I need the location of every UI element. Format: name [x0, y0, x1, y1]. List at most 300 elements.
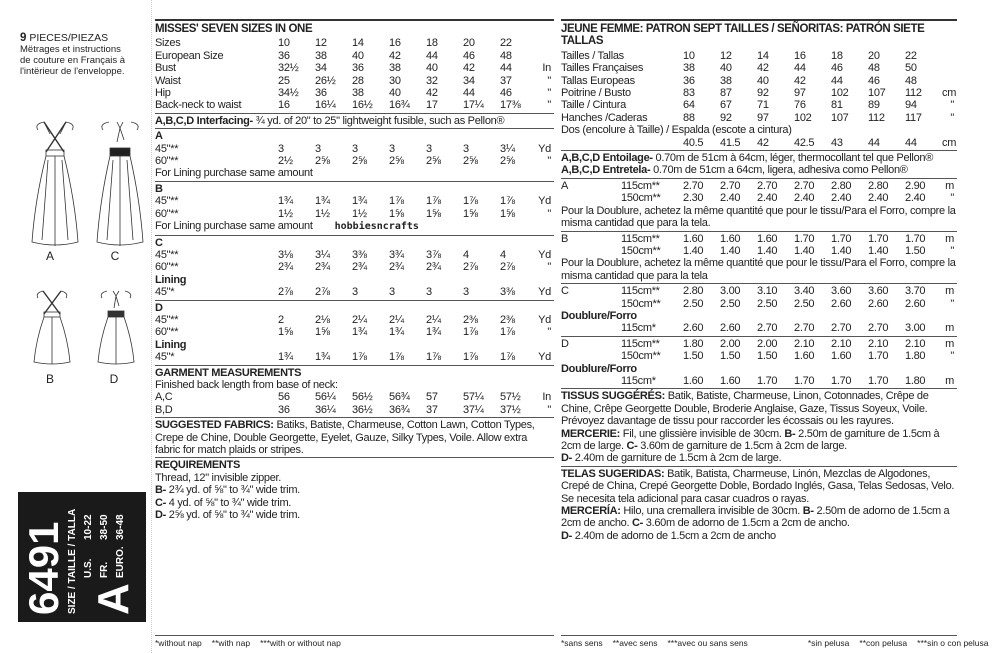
size-value: 3 — [463, 286, 469, 299]
size-value: 71 — [757, 99, 769, 112]
paragraph-text: 3.60m de adorno de 1.5cm a 2cm de ancho. — [645, 517, 850, 530]
size-value: 56¾ — [389, 391, 410, 404]
size-value: 3¼ — [500, 142, 515, 155]
paragraph — [155, 419, 554, 456]
size-value: 2⅞ — [278, 286, 293, 299]
size-value: 1⅞ — [463, 195, 478, 208]
size-value: 3 — [463, 142, 469, 155]
size-value: 32 — [426, 74, 438, 87]
row-label — [561, 192, 621, 204]
unit: cm — [942, 136, 957, 149]
section-block — [561, 233, 957, 285]
row-label: 45"** — [155, 313, 179, 326]
table-row — [561, 137, 957, 149]
size-label: SIZE / TAILLE / TALLA — [67, 508, 78, 614]
size-value: 2.10 — [794, 337, 815, 350]
bold-label: SUGGESTED FABRICS: — [155, 419, 277, 432]
size-value: 2⅝ — [426, 155, 441, 168]
size-value: 1.80 — [683, 337, 704, 350]
size-value: 1⅞ — [500, 351, 515, 364]
size-value: 12 — [315, 37, 327, 50]
size-value: 2⅝ — [500, 155, 515, 168]
row-label — [561, 375, 621, 387]
fabric-width: 115cm* — [621, 374, 656, 387]
paragraph-text: 2⅝ yd. of ⅝" to ¾" wide trim. — [168, 509, 300, 522]
unit: Yd — [538, 286, 551, 299]
size-value: 1⅞ — [389, 351, 404, 364]
section-block — [561, 152, 957, 179]
row-label: Taille / Cintura — [561, 99, 626, 112]
size-value: 38 — [683, 62, 695, 75]
unit: Yd — [538, 351, 551, 364]
size-value: 102 — [794, 111, 812, 124]
note-line — [155, 167, 554, 179]
section-block — [561, 180, 957, 232]
size-value: 1¾ — [278, 351, 293, 364]
row-label: C — [561, 285, 569, 298]
size-value: 1¾ — [352, 326, 367, 339]
unit: m — [945, 232, 954, 245]
size-value: 2.70 — [720, 179, 741, 192]
size-value: 38 — [352, 87, 364, 100]
size-value: 40 — [720, 62, 732, 75]
size-value: 50 — [905, 62, 917, 75]
size-value: 87 — [720, 87, 732, 100]
table-row — [561, 62, 957, 74]
table-row — [561, 350, 957, 362]
french-note-line: de couture en Français à — [20, 55, 126, 66]
bold-label: TISSUS SUGGÉRÉS: — [561, 390, 668, 403]
size-value: 3 — [315, 142, 321, 155]
size-value: 1⅞ — [463, 351, 478, 364]
size-value: 107 — [868, 87, 886, 100]
size-value: 2⅝ — [315, 155, 330, 168]
size-value: 16 — [794, 49, 806, 62]
size-value: 112 — [868, 111, 885, 124]
size-value: 1¾ — [278, 195, 293, 208]
size-value: 3.00 — [905, 322, 926, 335]
dress-view-d-illustration — [96, 290, 136, 365]
size-value: 89 — [868, 99, 880, 112]
row-label: Tallas Europeas — [561, 74, 635, 87]
row-label: Back-neck to waist — [155, 99, 242, 112]
size-value: 2.70 — [794, 322, 815, 335]
size-value: 1.60 — [720, 232, 741, 245]
table-row — [155, 391, 554, 403]
view-label-c: C — [110, 249, 120, 263]
unit: Yd — [538, 142, 551, 155]
section-block — [155, 419, 554, 458]
row-label: 60"** — [155, 155, 179, 168]
paragraph — [155, 484, 554, 496]
unit: " — [547, 99, 551, 112]
size-value: 1.50 — [720, 350, 741, 363]
size-value: 42 — [463, 62, 475, 75]
size-value: 2.40 — [757, 192, 778, 205]
size-value: 1⅞ — [463, 326, 478, 339]
table-row — [561, 99, 957, 111]
size-value: 107 — [831, 111, 849, 124]
size-value: 1½ — [352, 207, 367, 220]
note-text: Dos (encolure à Taille) / Espalda (escote a cintura) — [561, 124, 792, 137]
footnote: *sin pelusa — [807, 638, 850, 648]
paragraph-text: 2.50m de adorno de 1.5cm a 2cm de ancho. — [561, 505, 950, 530]
size-value: 37 — [500, 74, 512, 87]
size-value: 2⅝ — [463, 155, 478, 168]
size-value: 1.40 — [831, 244, 852, 257]
size-value: 2.70 — [868, 322, 889, 335]
bold-label: D- — [561, 529, 575, 542]
size-value: 1.40 — [720, 244, 741, 257]
size-value: 1.60 — [794, 350, 815, 363]
size-value: 3⅛ — [278, 248, 293, 261]
unit: " — [950, 99, 954, 112]
chart-title: MISSES' SEVEN SIZES IN ONE — [155, 19, 554, 35]
size-value: 2.40 — [831, 192, 852, 205]
unit: m — [945, 179, 954, 192]
size-value: 3.40 — [794, 285, 815, 298]
unit — [942, 50, 954, 62]
pattern-number: 6491 — [20, 521, 67, 615]
size-value: 81 — [831, 99, 843, 112]
size-value: 1½ — [315, 207, 330, 220]
size-value: 14 — [757, 49, 769, 62]
size-value: 1.40 — [868, 244, 889, 257]
size-value: 1⅞ — [352, 351, 367, 364]
size-range-us: 10-22 — [83, 514, 94, 540]
size-value: 2.10 — [868, 337, 889, 350]
watermark: hobbiesncrafts — [334, 221, 419, 233]
size-value: 42 — [389, 49, 401, 62]
row-label: Hanches /Caderas — [561, 111, 648, 124]
size-value: 44 — [500, 62, 512, 75]
size-value: 1.50 — [683, 350, 704, 363]
size-value: 36¾ — [389, 403, 410, 416]
unit: In — [542, 62, 551, 75]
size-value: 1.50 — [905, 244, 926, 257]
english-yardage-chart — [155, 19, 554, 649]
size-value: 3 — [389, 142, 395, 155]
size-value: 34 — [463, 74, 475, 87]
size-value: 32½ — [278, 62, 299, 75]
size-system-fr: FR. — [99, 561, 110, 578]
paragraph — [561, 468, 957, 505]
unit — [942, 62, 954, 74]
size-value: 1¾ — [315, 351, 330, 364]
size-value: 40.5 — [683, 136, 704, 149]
note-text: Thread, 12" invisible zipper. — [155, 471, 282, 484]
size-value: 3 — [389, 286, 395, 299]
row-label: Tailles / Tallas — [561, 49, 624, 62]
paragraph — [561, 452, 957, 464]
unit: m — [945, 322, 954, 335]
size-value: 1.70 — [794, 374, 815, 387]
fabric-width: 150cm** — [621, 192, 661, 205]
size-value: 2½ — [278, 155, 293, 168]
size-system-euro: EURO. — [115, 546, 126, 578]
table-row — [155, 87, 554, 99]
unit — [942, 75, 954, 87]
section-header: A — [155, 130, 163, 143]
size-value: 40 — [426, 62, 438, 75]
size-value: 2.50 — [757, 297, 778, 310]
size-value: 2.10 — [831, 337, 852, 350]
row-label: 60"** — [155, 207, 179, 220]
chart-title: JEUNE FEMME: PATRON SEPT TAILLES / SEÑORITAS: PATRÓN SIETE TALLAS — [561, 19, 957, 48]
unit: " — [547, 87, 551, 100]
row-label — [561, 245, 621, 257]
paragraph-text: ¾ yd. of 20" to 25" lightweight fusible, such as Pellon® — [255, 114, 505, 127]
row-label: Tailles Françaises — [561, 62, 644, 75]
size-value: 1.70 — [868, 232, 889, 245]
footnote: ***with or without nap — [260, 638, 341, 648]
row-label: D — [561, 337, 569, 350]
size-value: 2⅝ — [352, 155, 367, 168]
size-value: 1.60 — [683, 232, 704, 245]
size-value: 2⅞ — [315, 286, 330, 299]
size-value: 16¾ — [389, 99, 410, 112]
size-value: 40 — [757, 74, 769, 87]
size-value: 83 — [683, 87, 695, 100]
unit: In — [542, 391, 551, 404]
size-value: 94 — [905, 99, 917, 112]
bold-label: D- — [561, 452, 575, 465]
size-value: 2¼ — [389, 313, 404, 326]
size-value: 3¼ — [315, 248, 330, 261]
size-value: 18 — [831, 49, 843, 62]
unit: " — [547, 207, 551, 220]
unit: " — [547, 261, 551, 274]
envelope-left-panel — [0, 0, 152, 653]
bold-label: B- — [802, 505, 817, 518]
size-value: 2¼ — [426, 313, 441, 326]
row-label: B — [561, 232, 569, 245]
paragraph — [155, 115, 554, 127]
size-value: 37½ — [500, 403, 521, 416]
size-value: 36 — [352, 62, 364, 75]
size-value: 3.60 — [831, 285, 852, 298]
dress-view-b-illustration — [32, 290, 72, 365]
paragraph-text: Hilo, una cremallera invisible de 30cm. — [623, 505, 803, 518]
size-value: 2⅞ — [463, 261, 478, 274]
paragraph — [561, 390, 957, 427]
size-value: 48 — [500, 49, 512, 62]
size-value: 2⅞ — [500, 261, 515, 274]
bold-label: A,B,C,D Interfacing- — [155, 114, 256, 127]
size-value: 56¼ — [315, 391, 336, 404]
fabric-width: 115cm** — [621, 179, 660, 192]
paragraph-text: 0.70m de 51cm a 64cm, ligera, adhesiva como Pellon® — [653, 164, 908, 177]
paragraph — [155, 509, 554, 521]
size-value: 26½ — [315, 74, 336, 87]
table-row — [155, 404, 554, 416]
size-value: 57¼ — [463, 391, 484, 404]
size-value: 1.70 — [868, 350, 889, 363]
fabric-width: 150cm** — [621, 297, 661, 310]
size-value: 2.00 — [757, 337, 778, 350]
unit: m — [945, 285, 954, 298]
section-header: Lining — [155, 273, 187, 286]
footnotes-english — [155, 635, 554, 649]
table-row — [155, 99, 554, 111]
size-range-fr: 38-50 — [99, 514, 110, 540]
size-value: 2.80 — [683, 285, 704, 298]
size-range-letter: A — [89, 583, 138, 615]
pattern-number-size-box — [18, 492, 146, 622]
row-label: 45"* — [155, 351, 175, 364]
table-row — [155, 314, 554, 326]
unit: cm — [942, 87, 957, 100]
section-header: D — [155, 301, 163, 314]
size-value: 2.70 — [757, 179, 778, 192]
bold-label: MERCERÍA: — [561, 505, 624, 518]
size-value: 1⅝ — [315, 326, 330, 339]
size-value: 1.70 — [757, 374, 778, 387]
unit: " — [950, 350, 954, 363]
size-value: 2.30 — [683, 192, 704, 205]
size-value: 3⅜ — [352, 248, 367, 261]
french-note-line: Mëtrages et instructions — [20, 44, 121, 55]
section-block — [155, 130, 554, 182]
size-value: 2.50 — [720, 297, 741, 310]
size-value: 43 — [831, 136, 843, 149]
paragraph-text: Batik, Batiste, Charmeuse, Linon, Cotonnades, Crêpe de Chine, Crêpe Georgette Double, Broderie Anglaise, Gaze, Tissus Soyeux, Voile. Prévoyez davantage de tissu pour raccorder les écossais ou les rayures. — [561, 390, 929, 428]
section-block — [155, 367, 554, 419]
size-value: 1¾ — [389, 326, 404, 339]
note-text: For Lining purchase same amount — [155, 220, 313, 233]
size-value: 102 — [831, 87, 849, 100]
size-value: 2.40 — [868, 192, 889, 205]
unit: " — [950, 244, 954, 257]
bold-label: MERCERIE: — [561, 427, 623, 440]
unit: " — [950, 192, 954, 205]
size-value: 1⅝ — [278, 326, 293, 339]
note-line — [155, 472, 554, 484]
footnote: ***sin o con pelusa — [917, 638, 989, 648]
size-value: 36 — [315, 87, 327, 100]
paragraph-text: 2.40m de garniture de 1.5cm à 2cm de large. — [574, 452, 782, 465]
row-label: B,D — [155, 403, 173, 416]
french-note-line: l'intërieur de l'enveloppe. — [20, 66, 125, 77]
row-label — [561, 322, 621, 334]
footnote: **con pelusa — [859, 638, 908, 648]
size-value: 2.80 — [868, 179, 889, 192]
size-value: 42 — [426, 87, 438, 100]
paragraph-text: Batiks, Batiste, Charmeuse, Cotton Lawn, Cotton Types, Crepe de Chine, Double Georgette, Eyelet, Gauze, Silky Types, Voile. Allow extra fabric for match plaids or stripes. — [155, 419, 535, 456]
size-value: 1¾ — [352, 195, 367, 208]
table-row — [561, 75, 957, 87]
size-value: 2.40 — [905, 192, 926, 205]
french-spanish-yardage-chart — [561, 19, 989, 649]
paragraph-text: 2.40m de adorno de 1.5cm a 2cm de ancho — [574, 529, 776, 542]
size-value: 4 — [500, 248, 506, 261]
size-value: 20 — [868, 49, 880, 62]
table-row — [561, 112, 957, 124]
size-value: 64 — [683, 99, 695, 112]
paragraph-text: Batik, Batista, Charmeuse, Linón, Mezclas de Algodones, Crepé de China, Crepé Georgette Doble, Bordado Inglés, Gasa, Telas Sedosas, Velo. Se necesita tela adicional para casar cuadros o rayas. — [561, 467, 955, 505]
size-value: 1⅞ — [500, 195, 515, 208]
note-text: Finished back length from base of neck: — [155, 378, 338, 391]
size-value: 14 — [352, 37, 364, 50]
view-label-d: D — [109, 372, 119, 386]
section-block — [155, 183, 554, 236]
bold-label: C- — [155, 496, 169, 509]
size-value: 37 — [426, 403, 438, 416]
row-label: Poitrine / Busto — [561, 87, 631, 100]
size-value: 36 — [278, 49, 290, 62]
size-value: 22 — [905, 49, 917, 62]
size-value: 16 — [278, 99, 290, 112]
size-value: 10 — [278, 37, 290, 50]
section-block — [155, 459, 554, 521]
size-value: 1⅞ — [500, 326, 515, 339]
unit: " — [950, 297, 954, 310]
size-value: 2.70 — [683, 179, 704, 192]
size-value: 2 — [278, 313, 284, 326]
unit: Yd — [538, 313, 551, 326]
size-value: 3 — [278, 142, 284, 155]
note-line — [155, 379, 554, 391]
size-value: 40 — [352, 49, 364, 62]
size-value: 1⅝ — [500, 207, 515, 220]
note-text: Pour la Doublure, achetez la même quantité que pour le tissu/Para el Forro, compre la misma cantidad que para la tela — [561, 257, 956, 282]
size-value: 1.40 — [683, 244, 704, 257]
size-value: 22 — [500, 37, 512, 50]
footnote: ***avec ou sans sens — [667, 638, 748, 648]
size-value: 3 — [352, 142, 358, 155]
size-value: 3⅜ — [500, 286, 515, 299]
size-value: 3.60 — [868, 285, 889, 298]
size-value: 1.70 — [831, 232, 852, 245]
size-value: 3.00 — [720, 285, 741, 298]
unit: " — [547, 155, 551, 168]
size-value: 46 — [868, 74, 880, 87]
fabric-width: 115cm** — [621, 285, 660, 298]
row-label: Hip — [155, 87, 171, 100]
fabric-width: 115cm** — [621, 337, 660, 350]
row-label: European Size — [155, 49, 224, 62]
size-value: 17⅜ — [500, 99, 521, 112]
view-label-a: A — [45, 249, 54, 263]
size-value: 17¼ — [463, 99, 484, 112]
paragraph-text: 2¾ yd. of ⅝" to ¾" wide trim. — [168, 484, 300, 497]
size-value: 2.60 — [868, 297, 889, 310]
size-value: 44 — [831, 74, 843, 87]
view-label-b: B — [45, 372, 54, 386]
unit: " — [547, 326, 551, 339]
size-value: 1.70 — [831, 374, 852, 387]
size-value: 1.80 — [905, 350, 926, 363]
row-label: A — [561, 179, 569, 192]
size-value: 34 — [315, 62, 327, 75]
size-value: 2.10 — [905, 337, 926, 350]
paragraph — [561, 164, 957, 176]
paragraph — [155, 497, 554, 509]
section-block — [561, 285, 957, 337]
size-value: 76 — [794, 99, 806, 112]
size-value: 10 — [683, 49, 695, 62]
size-value: 48 — [868, 62, 880, 75]
size-value: 2.40 — [720, 192, 741, 205]
table-row — [561, 322, 957, 334]
unit: m — [945, 374, 954, 387]
size-value: 48 — [905, 74, 917, 87]
size-value: 2.60 — [683, 322, 704, 335]
note-line — [561, 205, 957, 230]
size-system-us: U.S. — [83, 558, 94, 578]
size-value: 36 — [278, 403, 290, 416]
size-value: 42 — [757, 62, 769, 75]
